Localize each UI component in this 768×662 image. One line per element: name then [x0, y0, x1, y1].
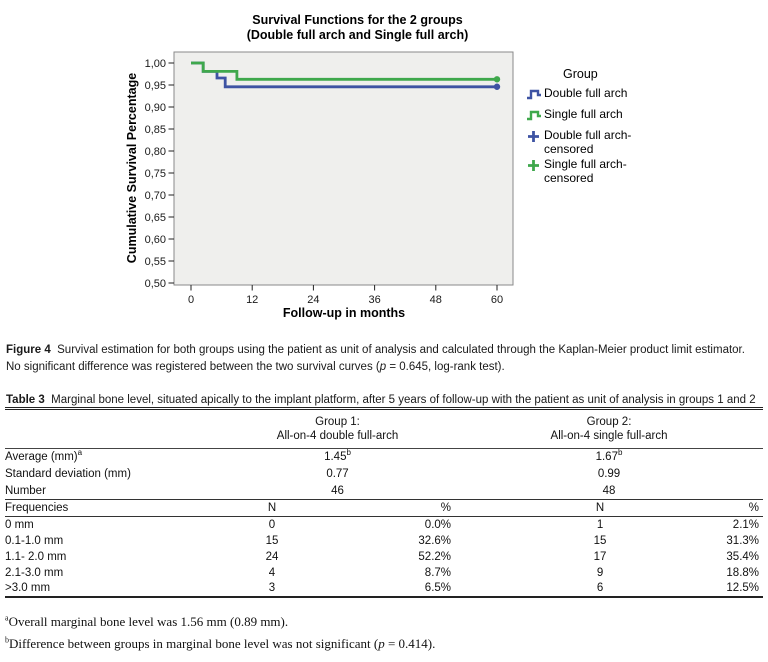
- n1-header: N: [220, 500, 324, 517]
- row-label: 0 mm: [5, 518, 34, 531]
- row-label: [5, 449, 220, 466]
- empty-header-cell: [5, 409, 220, 449]
- group1-header-cell: [220, 409, 455, 449]
- legend-item-label: [544, 129, 631, 156]
- legend-label-line1: Single full arch-: [544, 157, 627, 171]
- value-text: 1.45: [324, 451, 347, 464]
- row-label-text: Average (mm): [5, 451, 78, 464]
- p1-cell: 32.6%: [418, 534, 452, 547]
- x-tick-label: 48: [429, 294, 442, 306]
- legend-label-line2: censored: [544, 170, 594, 185]
- p-value-symbol: p: [378, 636, 385, 651]
- value-text: 1.67: [595, 451, 618, 464]
- table-row: [5, 581, 763, 597]
- n2-cell: 17: [593, 550, 607, 563]
- p-value-symbol: p: [379, 360, 387, 373]
- chart-title-line1: Survival Functions for the 2 groups: [252, 13, 463, 27]
- n1-cell: 4: [268, 566, 276, 579]
- row-label: [5, 483, 220, 500]
- group2-value-cell: 0.99: [597, 468, 621, 480]
- n1-cell: 15: [265, 534, 279, 547]
- y-tick-label: 1,00: [144, 58, 166, 70]
- n2-header: N: [455, 500, 645, 517]
- n1-cell: 24: [265, 550, 279, 563]
- end-marker-single-full-arch: [494, 76, 500, 82]
- footnote-text: Difference between groups in marginal bone level was not significant (: [9, 636, 379, 651]
- row-label-text: Standard deviation (mm): [5, 468, 131, 480]
- figure-caption-body2: = 0.645, log-rank test).: [386, 360, 505, 373]
- chart-title: [170, 13, 545, 43]
- legend-item-label: [544, 158, 627, 185]
- step-line-icon: [527, 87, 544, 106]
- group1-value-cell: 46: [331, 484, 344, 497]
- group2-header-cell: [455, 409, 763, 449]
- marginal-bone-table: [5, 407, 763, 598]
- legend-label-line1: Double full arch-: [544, 128, 632, 142]
- x-tick-label: 36: [368, 294, 381, 306]
- row-label: >3.0 mm: [5, 582, 51, 594]
- group1-line1: Group 1:: [315, 416, 360, 428]
- censored-plus-icon: [527, 129, 544, 148]
- group2-value-cell: [455, 449, 763, 466]
- group1-line2: All-on-4 double full-arch: [276, 430, 399, 442]
- x-axis-title: Follow-up in months: [282, 306, 406, 320]
- y-tick-label: 0,80: [144, 146, 166, 158]
- p1-cell: 8.7%: [424, 566, 452, 579]
- footnote-a: [5, 611, 761, 633]
- table-row: [5, 517, 763, 533]
- chart-legend: [527, 67, 762, 187]
- p2-cell: 31.3%: [726, 534, 760, 547]
- y-axis-title: Cumulative Survival Percentage: [125, 72, 139, 264]
- table-row: [5, 466, 763, 483]
- figure-caption: [6, 342, 762, 375]
- y-tick-label: 0,70: [144, 190, 166, 202]
- group2-line2: All-on-4 single full-arch: [550, 430, 668, 442]
- y-tick-label: 0,95: [144, 80, 166, 92]
- n2-cell: 6: [596, 582, 604, 594]
- p2-header: %: [645, 500, 763, 517]
- table-row: [5, 565, 763, 581]
- footnote-marker: b: [617, 448, 623, 458]
- row-label-text: Number: [5, 484, 46, 497]
- y-tick-label: 0,60: [144, 234, 166, 246]
- censored-plus-icon: [527, 158, 544, 177]
- footnote-marker: a: [77, 448, 83, 458]
- table-row: [5, 483, 763, 500]
- legend-item: [527, 129, 762, 156]
- y-tick-label: 0,85: [144, 124, 166, 136]
- row-label: [5, 466, 220, 483]
- table-row: [5, 549, 763, 565]
- n2-cell: 1: [596, 518, 604, 531]
- p2-cell: 18.8%: [726, 566, 760, 579]
- footnote-text: Overall marginal bone level was 1.56 mm (0.89 mm).: [8, 614, 289, 629]
- row-label: 0.1-1.0 mm: [5, 534, 64, 547]
- y-tick-label: 0,75: [144, 168, 166, 180]
- legend-item: [527, 87, 762, 106]
- group1-value-cell: [220, 449, 455, 466]
- p1-cell: 6.5%: [424, 582, 452, 594]
- n1-cell: 3: [268, 582, 276, 594]
- table-footnotes: [5, 611, 761, 655]
- row-label: Frequencies: [5, 500, 220, 517]
- figure-caption-label: Figure 4: [6, 344, 51, 356]
- p2-cell: 35.4%: [726, 550, 760, 563]
- n1-cell: 0: [268, 518, 276, 531]
- table-caption-label: Table 3: [6, 394, 45, 406]
- legend-item-label: Double full arch: [544, 86, 628, 100]
- y-tick-label: 0,55: [144, 256, 166, 268]
- end-marker-double-full-arch: [494, 84, 500, 90]
- footnote-marker: b: [346, 448, 351, 458]
- table-row: [5, 449, 763, 466]
- row-label: 1.1- 2.0 mm: [5, 550, 67, 563]
- chart-title-line2: (Double full arch and Single full arch): [246, 28, 469, 42]
- y-tick-label: 0,65: [144, 212, 166, 224]
- legend-title: Group: [563, 67, 598, 81]
- x-tick-label: 60: [490, 294, 504, 306]
- figure-caption-body1: Survival estimation for both groups using the patient as unit of analysis and calculated through the Kaplan-Meier product limit estimator. No significant difference was registered between the two survival curves (: [6, 344, 745, 373]
- group1-value-cell: 0.77: [326, 468, 349, 480]
- legend-label-line2: censored: [544, 141, 594, 156]
- table-caption: [6, 393, 762, 407]
- table-row: [5, 533, 763, 549]
- p1-cell: 0.0%: [424, 518, 452, 531]
- footnote-text: = 0.414).: [384, 636, 436, 651]
- row-label: 2.1-3.0 mm: [5, 566, 64, 579]
- legend-item: [527, 108, 762, 127]
- p2-cell: 12.5%: [726, 582, 760, 594]
- footnote-marker: a: [5, 613, 9, 623]
- legend-item: [527, 158, 762, 185]
- y-tick-label: 0,90: [144, 102, 166, 114]
- frequencies-header-row: [5, 500, 763, 517]
- p1-header: %: [324, 500, 455, 517]
- p2-cell: 2.1%: [732, 518, 760, 531]
- n2-cell: 15: [593, 534, 607, 547]
- table-group-header-row: [5, 409, 763, 449]
- legend-item-label: Single full arch: [544, 107, 623, 121]
- x-tick-label: 24: [307, 294, 320, 306]
- footnote-marker: b: [5, 635, 9, 645]
- x-tick-label: 0: [187, 294, 195, 306]
- group2-value-cell: 48: [602, 484, 616, 497]
- x-tick-label: 12: [246, 294, 259, 306]
- table-caption-body: Marginal bone level, situated apically to the implant platform, after 5 years of follow-up with the patient as unit of analysis in groups 1 and 2: [51, 394, 756, 406]
- group2-line1: Group 2:: [586, 416, 632, 428]
- footnote-b: [5, 633, 761, 655]
- y-tick-label: 0,50: [144, 278, 166, 290]
- step-line-icon: [527, 108, 544, 127]
- n2-cell: 9: [596, 566, 604, 579]
- p1-cell: 52.2%: [418, 550, 452, 563]
